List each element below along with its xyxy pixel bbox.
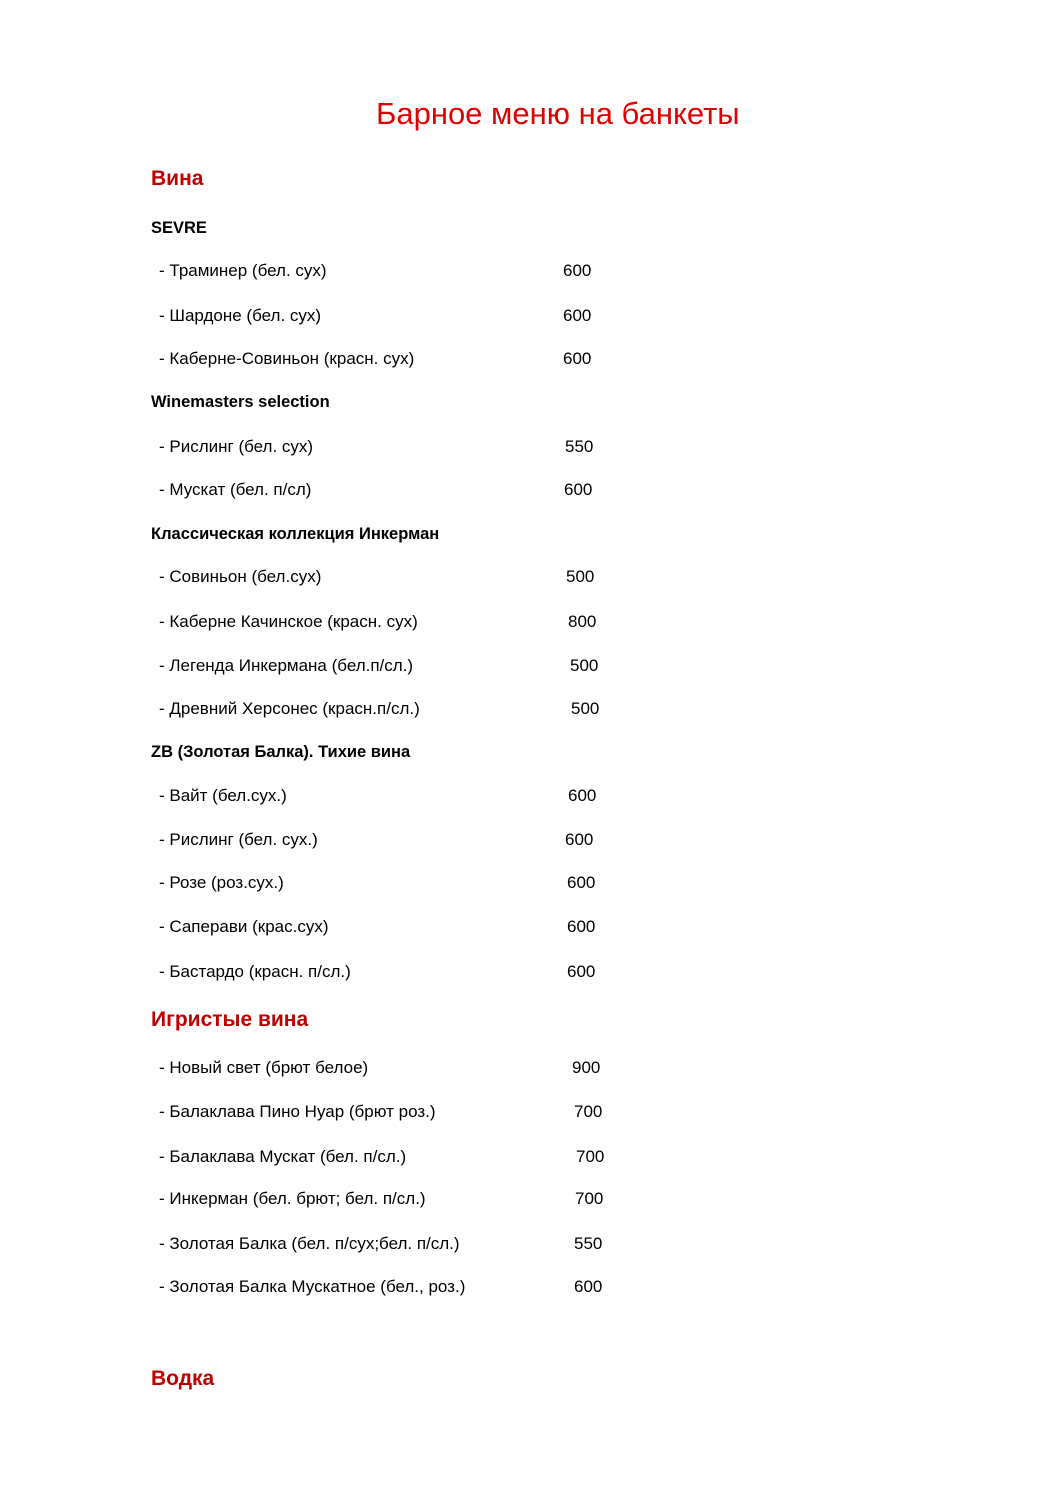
menu-item: - Розе (роз.сух.) (159, 873, 284, 892)
menu-item-price: 600 (567, 917, 596, 936)
menu-item: - Рислинг (бел. сух) (159, 437, 314, 456)
menu-item-price: 600 (567, 873, 596, 892)
menu-item: - Совиньон (бел.сух) (159, 567, 322, 586)
menu-item: - Рислинг (бел. сух.) (159, 830, 318, 849)
menu-item-price: 600 (563, 306, 592, 325)
group-heading-sevre: SEVRE (151, 219, 207, 237)
group-heading-inkerman: Классическая коллекция Инкерман (151, 525, 440, 543)
section-heading-wines: Вина (151, 167, 204, 190)
menu-item: - Траминер (бел. сух) (159, 261, 327, 280)
menu-item-price: 700 (576, 1147, 605, 1166)
menu-item-price: 600 (567, 962, 596, 981)
menu-item: - Каберне-Совиньон (красн. сух) (159, 349, 415, 368)
menu-item-price: 500 (570, 656, 599, 675)
menu-item: - Инкерман (бел. брют; бел. п/сл.) (159, 1189, 426, 1208)
menu-item: - Бастардо (красн. п/сл.) (159, 962, 351, 981)
menu-item: - Золотая Балка Мускатное (бел., роз.) (159, 1277, 466, 1296)
menu-item-price: 550 (574, 1234, 603, 1253)
menu-item: - Вайт (бел.сух.) (159, 786, 287, 805)
menu-item: - Мускат (бел. п/сл) (159, 480, 312, 499)
section-heading-sparkling: Игристые вина (151, 1008, 309, 1031)
menu-item: - Каберне Качинское (красн. сух) (159, 612, 418, 631)
menu-item: - Балаклава Мускат (бел. п/сл.) (159, 1147, 407, 1166)
menu-item: - Саперави (крас.сух) (159, 917, 329, 936)
menu-item: - Балаклава Пино Нуар (брют роз.) (159, 1102, 436, 1121)
menu-item-price: 600 (563, 261, 592, 280)
menu-item: - Шардоне (бел. сух) (159, 306, 322, 325)
menu-item-price: 600 (563, 349, 592, 368)
menu-item-price: 600 (574, 1277, 603, 1296)
menu-item-price: 800 (568, 612, 597, 631)
menu-item-price: 550 (565, 437, 594, 456)
page-title: Барное меню на банкеты (376, 96, 740, 131)
menu-item-price: 500 (566, 567, 595, 586)
menu-item-price: 600 (564, 480, 593, 499)
section-heading-vodka: Водка (151, 1367, 215, 1390)
menu-item: - Легенда Инкермана (бел.п/сл.) (159, 656, 414, 675)
menu-item-price: 600 (568, 786, 597, 805)
menu-item: - Древний Херсонес (красн.п/сл.) (159, 699, 420, 718)
menu-item-price: 900 (572, 1058, 601, 1077)
menu-item: - Новый свет (брют белое) (159, 1058, 369, 1077)
menu-item-price: 600 (565, 830, 594, 849)
group-heading-zb: ZB (Золотая Балка). Тихие вина (151, 743, 411, 761)
menu-item-price: 700 (574, 1102, 603, 1121)
menu-item-price: 700 (575, 1189, 604, 1208)
menu-item-price: 500 (571, 699, 600, 718)
group-heading-winemasters: Winemasters selection (151, 393, 330, 411)
menu-item: - Золотая Балка (бел. п/сух;бел. п/сл.) (159, 1234, 460, 1253)
